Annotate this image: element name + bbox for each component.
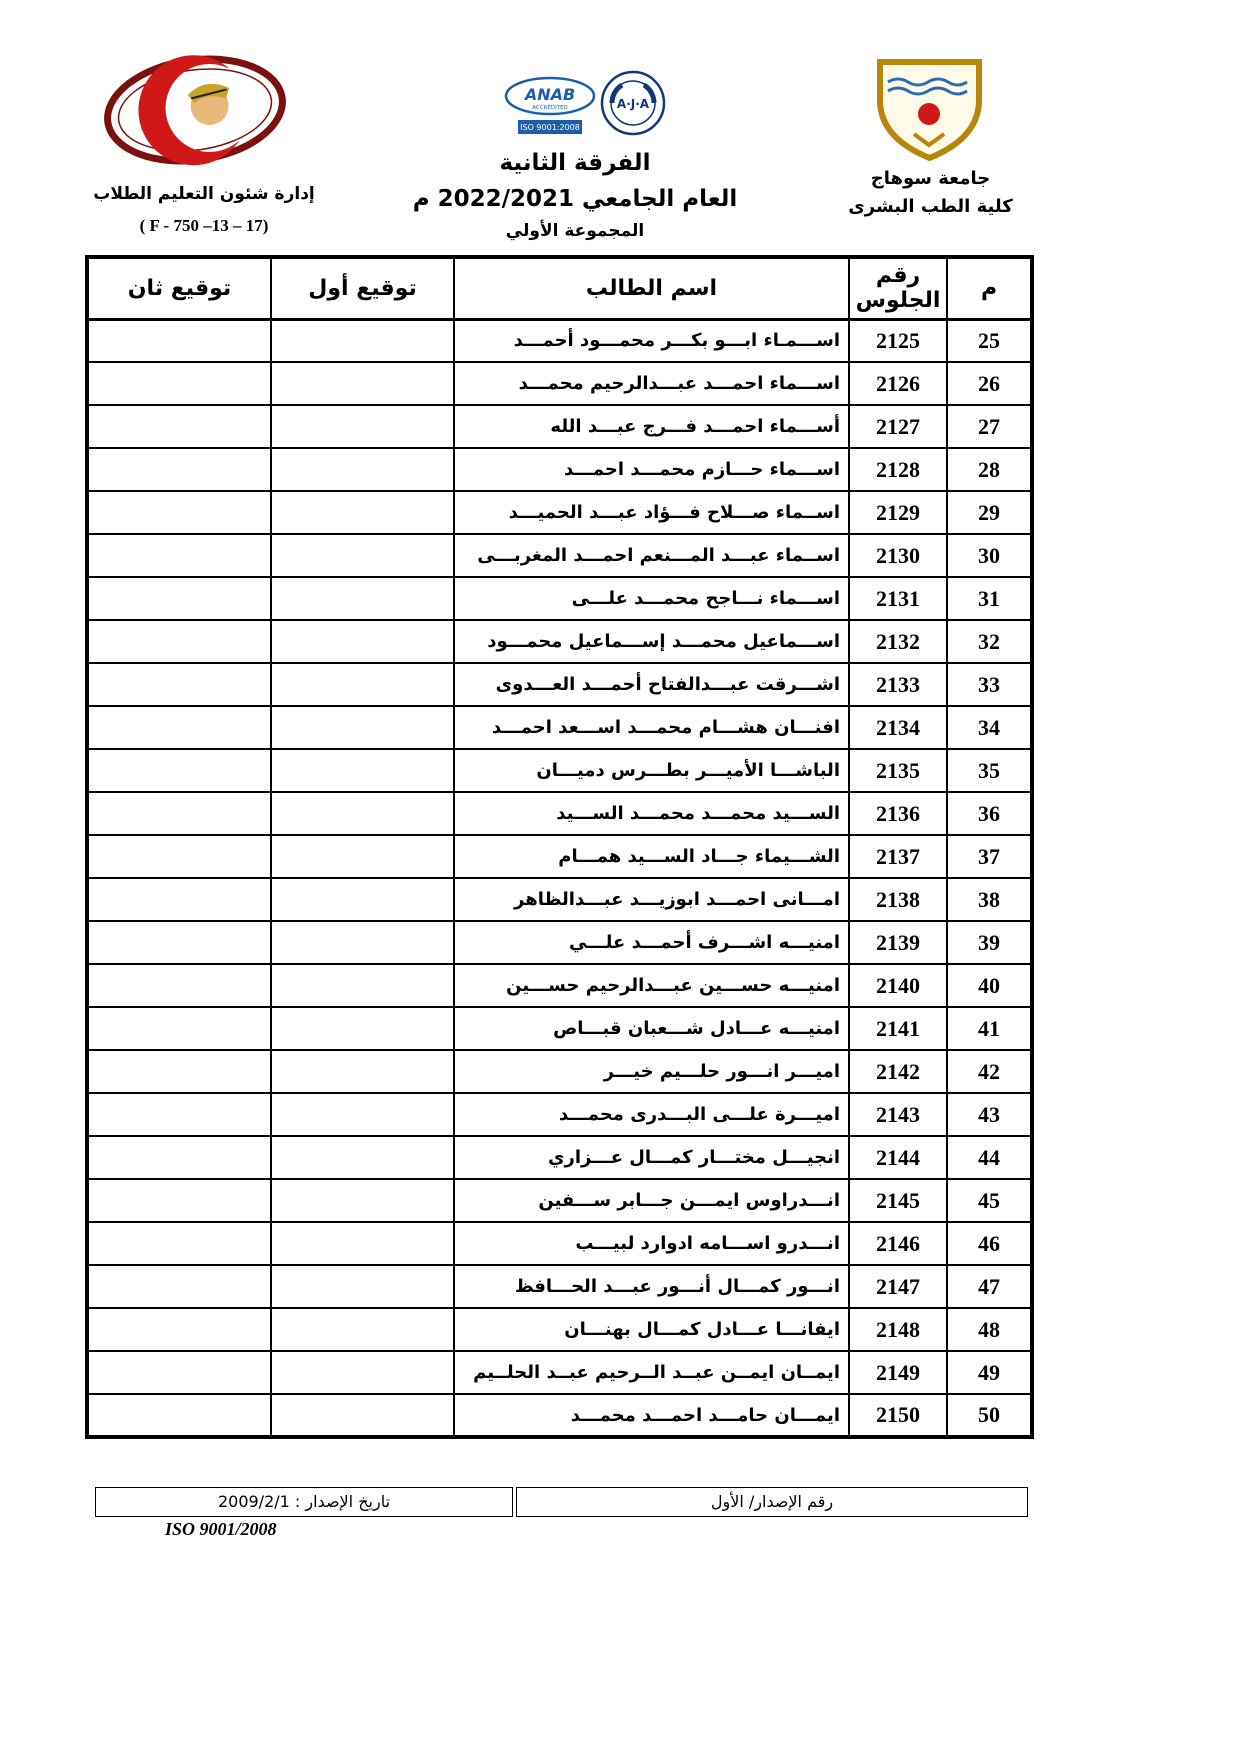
first-signature-cell [271, 1351, 454, 1394]
student-name: امـــانى احمـــد ابوزيـــد عبـــدالظاهر [454, 878, 849, 921]
table-row [87, 534, 1032, 577]
svg-text:ANAB: ANAB [524, 85, 576, 104]
iso-standard-label: ISO 9001/2008 [165, 1519, 277, 1539]
col-header-seat-number: رقم الجلوس [849, 257, 947, 319]
table-row [87, 749, 1032, 792]
row-index: 46 [947, 1222, 1032, 1265]
first-signature-cell [271, 964, 454, 1007]
student-name: اســـمـاء ابـــو بكـــر محمـــود أحمـــد [454, 319, 849, 362]
second-signature-cell [87, 878, 271, 921]
student-name: امنيـــه اشـــرف أحمـــد علـــي [454, 921, 849, 964]
table-row [87, 1007, 1032, 1050]
student-name: انجيـــل مختـــار كمـــال عـــزاري [454, 1136, 849, 1179]
table-row [87, 964, 1032, 1007]
second-signature-cell [87, 1351, 271, 1394]
row-index: 29 [947, 491, 1032, 534]
first-signature-cell [271, 835, 454, 878]
seat-number: 2126 [849, 362, 947, 405]
second-signature-cell [87, 491, 271, 534]
table-row [87, 1222, 1032, 1265]
first-signature-cell [271, 749, 454, 792]
second-signature-cell [87, 448, 271, 491]
student-name: اســماء صـــلاح فـــؤاد عبـــد الحميـــد [454, 491, 849, 534]
seat-number: 2128 [849, 448, 947, 491]
first-signature-cell [271, 663, 454, 706]
table-row [87, 362, 1032, 405]
table-row [87, 1093, 1032, 1136]
anab-logo-icon [503, 76, 598, 138]
table-row [87, 1394, 1032, 1437]
table-row [87, 792, 1032, 835]
row-index: 31 [947, 577, 1032, 620]
second-signature-cell [87, 1093, 271, 1136]
second-signature-cell [87, 1265, 271, 1308]
student-name: ايمـــان حامـــد احمـــد محمـــد [454, 1394, 849, 1437]
student-name: اســـماعيل محمـــد إســـماعيل محمـــود [454, 620, 849, 663]
seat-number: 2140 [849, 964, 947, 1007]
first-signature-cell [271, 878, 454, 921]
seat-number: 2143 [849, 1093, 947, 1136]
second-signature-cell [87, 749, 271, 792]
row-index: 44 [947, 1136, 1032, 1179]
student-name: ايمــان ايمــن عبــد الــرحيم عبــد الحلــيم [454, 1351, 849, 1394]
row-index: 28 [947, 448, 1032, 491]
second-signature-cell [87, 1308, 271, 1351]
department-label: إدارة شئون التعليم الطلاب [93, 184, 315, 204]
second-signature-cell [87, 921, 271, 964]
table-row [87, 663, 1032, 706]
second-signature-cell [87, 1050, 271, 1093]
first-signature-cell [271, 1136, 454, 1179]
first-signature-cell [271, 1394, 454, 1437]
seat-number: 2132 [849, 620, 947, 663]
row-index: 25 [947, 319, 1032, 362]
second-signature-cell [87, 1007, 271, 1050]
student-name: اســـماء احمـــد عبـــدالرحيم محمـــد [454, 362, 849, 405]
table-row [87, 1351, 1032, 1394]
table-row [87, 878, 1032, 921]
table-row [87, 1265, 1032, 1308]
first-signature-cell [271, 792, 454, 835]
student-name: اســـماء نـــاجح محمـــد علـــى [454, 577, 849, 620]
row-index: 48 [947, 1308, 1032, 1351]
table-row [87, 319, 1032, 362]
second-signature-cell [87, 706, 271, 749]
seat-number: 2150 [849, 1394, 947, 1437]
second-signature-cell [87, 835, 271, 878]
row-index: 38 [947, 878, 1032, 921]
table-row [87, 1050, 1032, 1093]
first-signature-cell [271, 319, 454, 362]
seat-number: 2146 [849, 1222, 947, 1265]
student-name: اميـــر انـــور حلـــيم خيـــر [454, 1050, 849, 1093]
faculty-name: كلية الطب البشرى [848, 196, 1013, 217]
seat-number: 2127 [849, 405, 947, 448]
first-signature-cell [271, 405, 454, 448]
table-row [87, 577, 1032, 620]
first-signature-cell [271, 1093, 454, 1136]
student-table [85, 255, 1034, 1439]
seat-number: 2135 [849, 749, 947, 792]
student-name: اســماء عبـــد المـــنعم احمـــد المغربـــى [454, 534, 849, 577]
table-row [87, 1308, 1032, 1351]
second-signature-cell [87, 964, 271, 1007]
second-signature-cell [87, 1394, 271, 1437]
student-name: الباشـــا الأميـــر بطـــرس دميـــان [454, 749, 849, 792]
second-signature-cell [87, 1222, 271, 1265]
col-header-first-signature: توقيع أول [271, 257, 454, 319]
row-index: 37 [947, 835, 1032, 878]
seat-number: 2144 [849, 1136, 947, 1179]
row-index: 27 [947, 405, 1032, 448]
row-index: 42 [947, 1050, 1032, 1093]
table-row [87, 1136, 1032, 1179]
first-signature-cell [271, 620, 454, 663]
row-index: 39 [947, 921, 1032, 964]
first-signature-cell [271, 448, 454, 491]
academic-year-title: العام الجامعي 2022/2021 م [412, 186, 738, 212]
second-signature-cell [87, 405, 271, 448]
student-name: اســـماء حـــازم محمـــد احمـــد [454, 448, 849, 491]
table-header-row [87, 257, 1032, 319]
seat-number: 2125 [849, 319, 947, 362]
second-signature-cell [87, 534, 271, 577]
svg-text:A·J·A: A·J·A [616, 97, 650, 111]
second-signature-cell [87, 577, 271, 620]
first-signature-cell [271, 1007, 454, 1050]
table-row [87, 448, 1032, 491]
row-index: 40 [947, 964, 1032, 1007]
seat-number: 2129 [849, 491, 947, 534]
student-name: اشـــرقت عبـــدالفتاح أحمـــد العـــدوى [454, 663, 849, 706]
seat-number: 2148 [849, 1308, 947, 1351]
first-signature-cell [271, 706, 454, 749]
svg-text:ISO 9001:2008: ISO 9001:2008 [520, 123, 580, 132]
second-signature-cell [87, 663, 271, 706]
student-name: امنيـــه عـــادل شـــعبان قبـــاص [454, 1007, 849, 1050]
seat-number: 2133 [849, 663, 947, 706]
row-index: 43 [947, 1093, 1032, 1136]
second-signature-cell [87, 319, 271, 362]
first-signature-cell [271, 491, 454, 534]
student-name: أســـماء احمـــد فـــرج عبـــد الله [454, 405, 849, 448]
seat-number: 2131 [849, 577, 947, 620]
row-index: 36 [947, 792, 1032, 835]
row-index: 35 [947, 749, 1032, 792]
university-shield-icon [872, 56, 987, 164]
group-title: المجموعة الأولي [505, 221, 645, 241]
issue-date-box: تاريخ الإصدار : 2009/2/1 [95, 1487, 513, 1517]
col-header-student-name: اسم الطالب [454, 257, 849, 319]
seat-number: 2142 [849, 1050, 947, 1093]
table-row [87, 706, 1032, 749]
row-index: 32 [947, 620, 1032, 663]
grade-title: الفرقة الثانية [499, 150, 651, 176]
student-name: ايفانـــا عـــادل كمـــال بهنـــان [454, 1308, 849, 1351]
seat-number: 2141 [849, 1007, 947, 1050]
row-index: 41 [947, 1007, 1032, 1050]
table-row [87, 620, 1032, 663]
university-name: جامعة سوهاج [870, 168, 991, 189]
first-signature-cell [271, 362, 454, 405]
first-signature-cell [271, 534, 454, 577]
student-name: الســـيد محمـــد محمـــد الســـيد [454, 792, 849, 835]
row-index: 49 [947, 1351, 1032, 1394]
first-signature-cell [271, 1308, 454, 1351]
student-name: انـــور كمـــال أنـــور عبـــد الحـــافظ [454, 1265, 849, 1308]
second-signature-cell [87, 620, 271, 663]
aja-logo-icon [600, 70, 666, 136]
seat-number: 2130 [849, 534, 947, 577]
student-name: افنـــان هشـــام محمـــد اســـعد احمـــد [454, 706, 849, 749]
second-signature-cell [87, 792, 271, 835]
row-index: 30 [947, 534, 1032, 577]
row-index: 47 [947, 1265, 1032, 1308]
seat-number: 2134 [849, 706, 947, 749]
seat-number: 2145 [849, 1179, 947, 1222]
student-name: امنيـــه حســـين عبـــدالرحيم حســـين [454, 964, 849, 1007]
table-row [87, 835, 1032, 878]
first-signature-cell [271, 1050, 454, 1093]
row-index: 50 [947, 1394, 1032, 1437]
student-table-body [87, 319, 1032, 1437]
seat-number: 2138 [849, 878, 947, 921]
row-index: 33 [947, 663, 1032, 706]
student-name: انـــدرو اســـامه ادوارد لبيـــب [454, 1222, 849, 1265]
table-row [87, 1179, 1032, 1222]
first-signature-cell [271, 577, 454, 620]
student-name: الشـــيماء جـــاد الســـيد همـــام [454, 835, 849, 878]
col-header-second-signature: توقيع ثان [87, 257, 271, 319]
form-code: ( F - 750 –13 – 17) [139, 216, 269, 235]
col-header-index: م [947, 257, 1032, 319]
medicine-college-logo-icon [100, 50, 290, 170]
second-signature-cell [87, 362, 271, 405]
seat-number: 2136 [849, 792, 947, 835]
first-signature-cell [271, 921, 454, 964]
table-row [87, 491, 1032, 534]
student-name: انـــدراوس ايمـــن جـــابر ســـفين [454, 1179, 849, 1222]
first-signature-cell [271, 1265, 454, 1308]
seat-number: 2147 [849, 1265, 947, 1308]
table-row [87, 405, 1032, 448]
first-signature-cell [271, 1179, 454, 1222]
second-signature-cell [87, 1179, 271, 1222]
row-index: 26 [947, 362, 1032, 405]
seat-number: 2149 [849, 1351, 947, 1394]
first-signature-cell [271, 1222, 454, 1265]
row-index: 45 [947, 1179, 1032, 1222]
student-name: اميـــرة علـــى البـــدرى محمـــد [454, 1093, 849, 1136]
issue-number-box: رقم الإصدار/ الأول [516, 1487, 1028, 1517]
seat-number: 2137 [849, 835, 947, 878]
table-row [87, 921, 1032, 964]
svg-text:ACCREDITED: ACCREDITED [532, 105, 568, 111]
row-index: 34 [947, 706, 1032, 749]
second-signature-cell [87, 1136, 271, 1179]
seat-number: 2139 [849, 921, 947, 964]
